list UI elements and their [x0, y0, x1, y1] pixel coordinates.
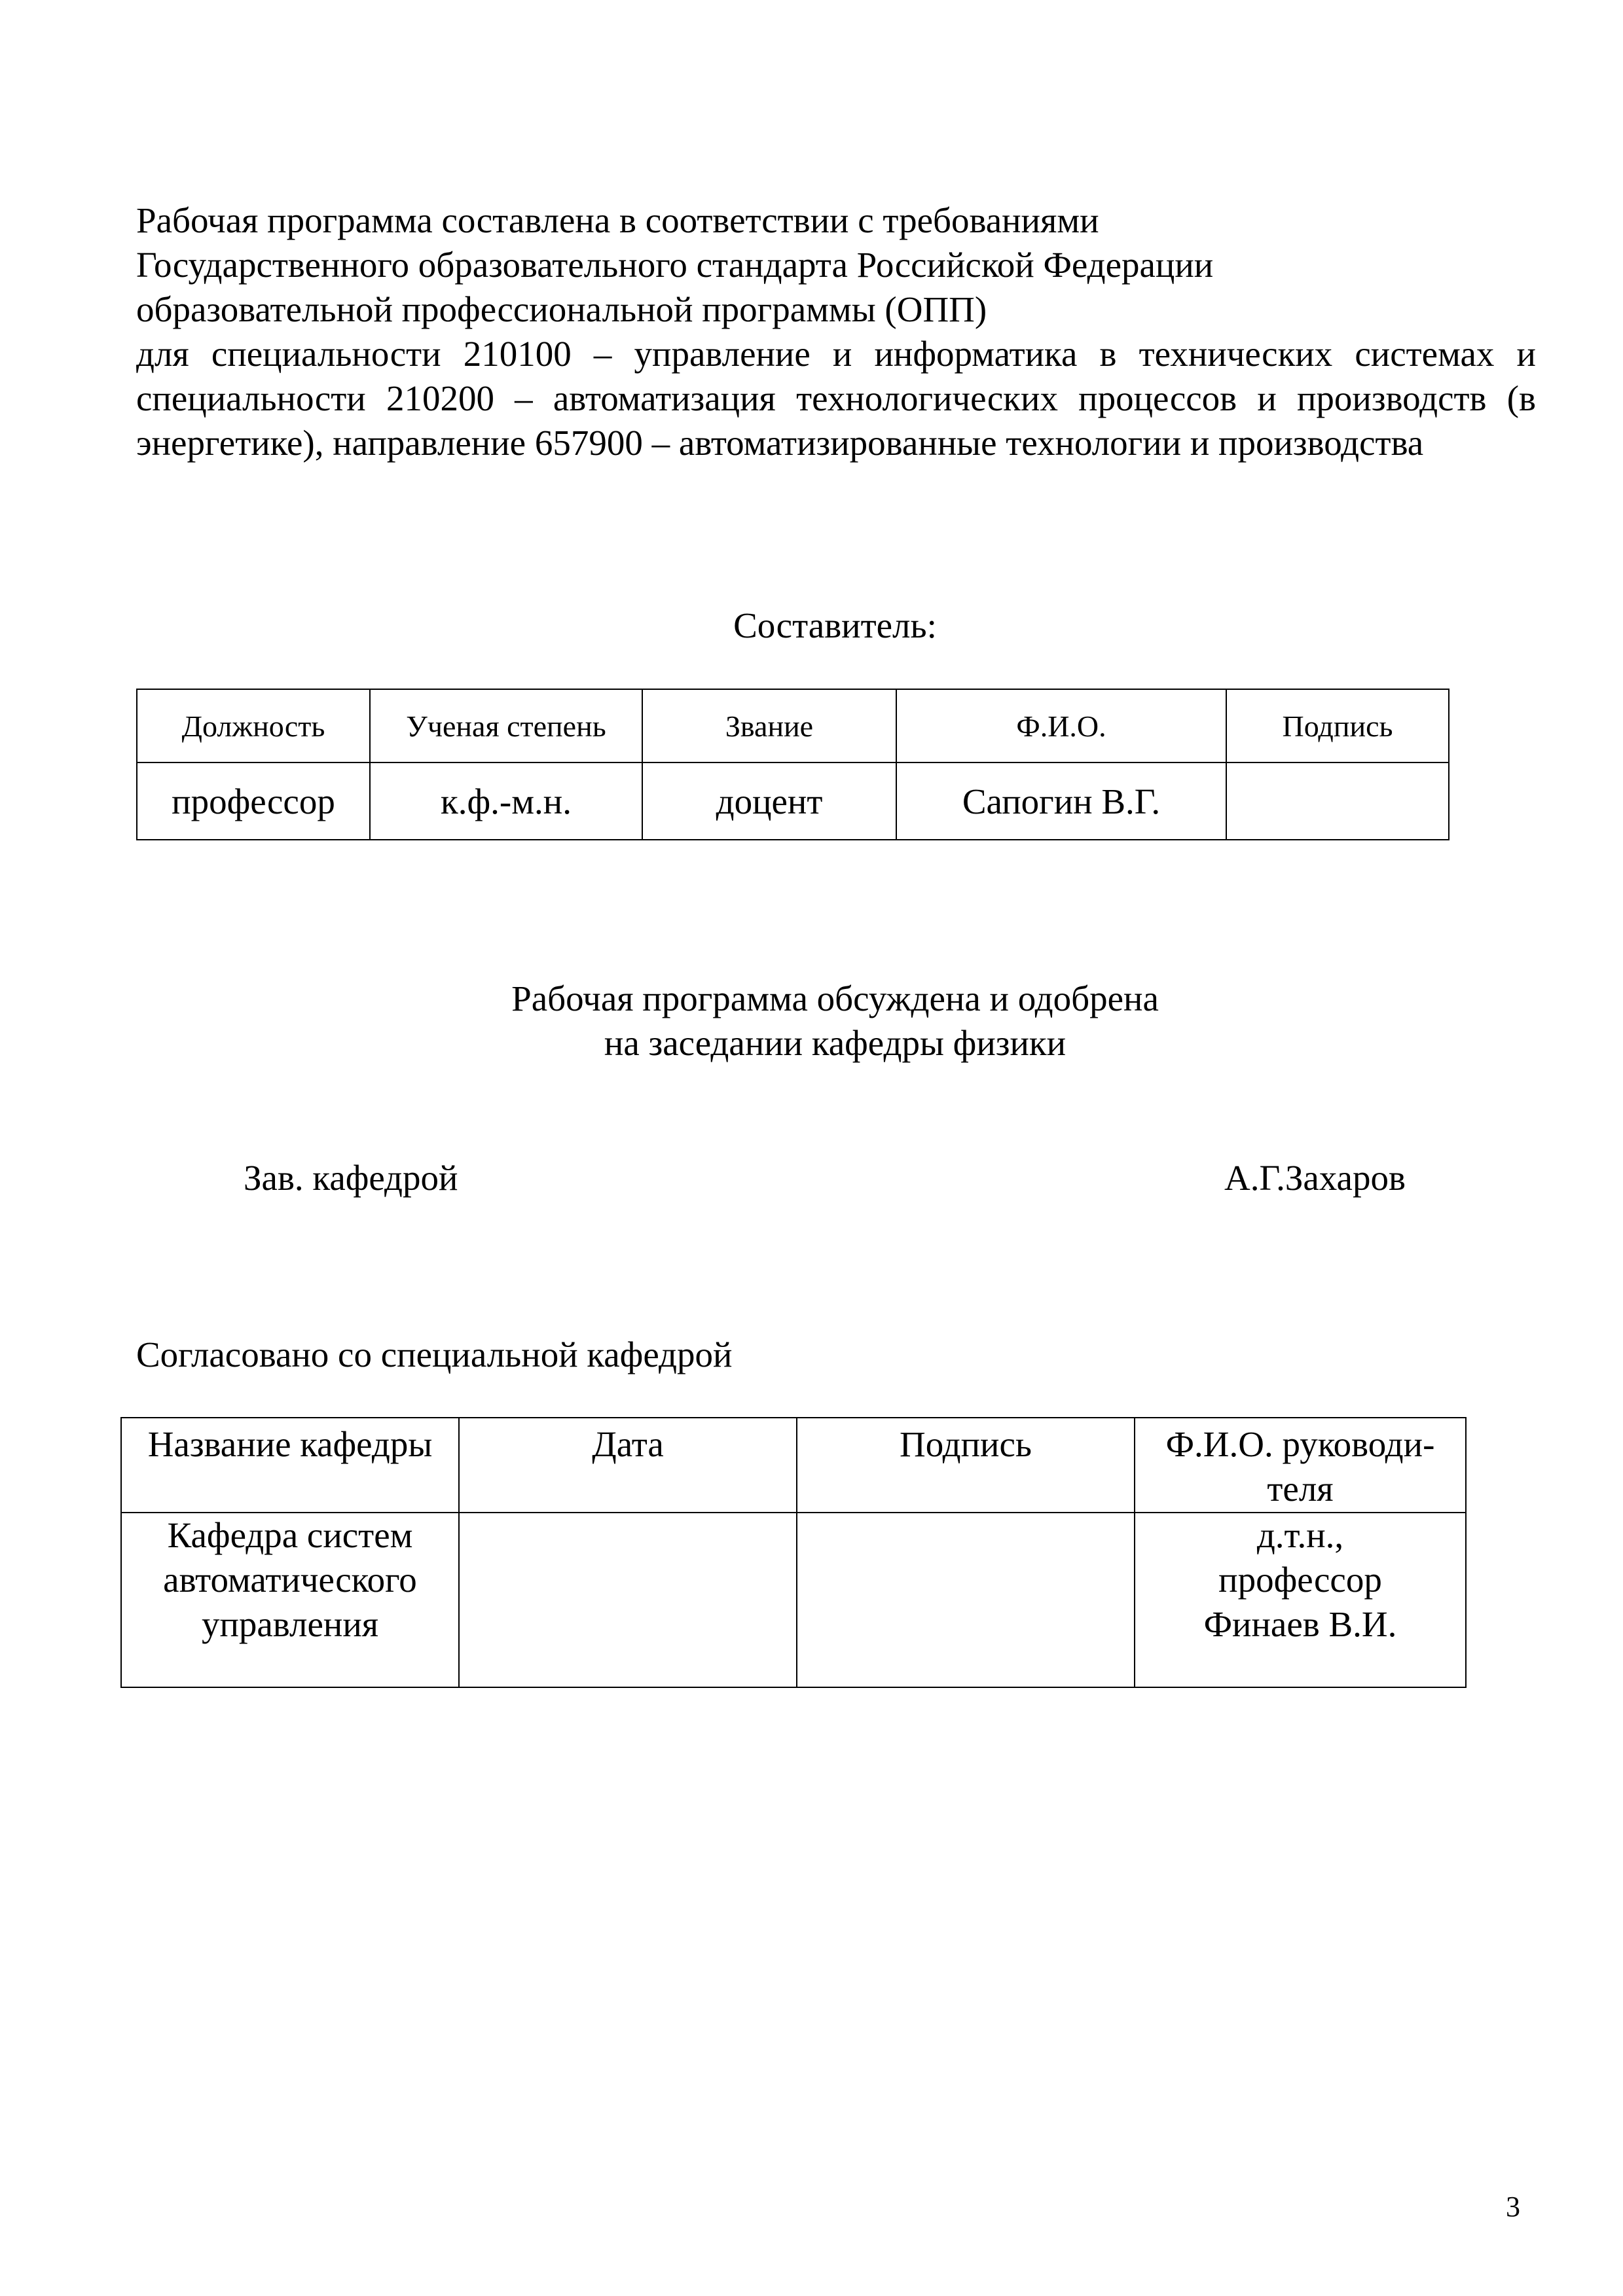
cell-signature	[797, 1513, 1135, 1687]
table-header-row	[137, 689, 1449, 762]
approval-line: Рабочая программа обсуждена и одобрена	[511, 978, 1159, 1018]
agreed-table	[120, 1417, 1467, 1688]
header-head-name: Ф.И.О. руководи- теля	[1135, 1418, 1466, 1513]
compiler-table	[136, 689, 1450, 840]
intro-line: Рабочая программа составлена в соответствии с требованиями	[136, 200, 1099, 240]
intro-line: энергетике), направление 657900 – автоматизированные технологии и производства	[136, 423, 1424, 463]
head-of-dept-name: А.Г.Захаров	[1224, 1158, 1406, 1198]
table-row	[137, 762, 1449, 840]
header-rank: Звание	[642, 689, 896, 762]
compiler-title: Составитель:	[733, 605, 937, 645]
header-position: Должность	[137, 689, 370, 762]
header-date: Дата	[459, 1418, 797, 1513]
cell-position: профессор	[137, 762, 370, 840]
table-row	[121, 1513, 1466, 1687]
header-degree: Ученая степень	[370, 689, 642, 762]
cell-signature	[1226, 762, 1449, 840]
intro-line: специальности 210200 – автоматизация технологических процессов и производств (в	[136, 378, 1536, 418]
header-signature: Подпись	[1226, 689, 1449, 762]
page-number: 3	[1506, 2191, 1520, 2223]
head-of-dept-label: Зав. кафедрой	[244, 1158, 458, 1198]
intro-paragraph	[136, 198, 1536, 465]
header-dept-name: Название кафедры	[121, 1418, 459, 1513]
header-signature: Подпись	[797, 1418, 1135, 1513]
table-header-row	[121, 1418, 1466, 1513]
cell-date	[459, 1513, 797, 1687]
approval-line: на заседании кафедры физики	[604, 1023, 1067, 1063]
intro-line: образовательной профессиональной программы (ОПП)	[136, 289, 987, 329]
intro-line: для специальности 210100 – управление и информатика в технических системах и	[136, 334, 1536, 374]
agreed-title: Согласовано со специальной кафедрой	[136, 1335, 733, 1374]
cell-rank: доцент	[642, 762, 896, 840]
cell-name: Сапогин В.Г.	[896, 762, 1226, 840]
header-name: Ф.И.О.	[896, 689, 1226, 762]
cell-head-name: д.т.н., профессор Финаев В.И.	[1135, 1513, 1466, 1687]
cell-dept-name: Кафедра систем автоматического управления	[121, 1513, 459, 1687]
cell-degree: к.ф.-м.н.	[370, 762, 642, 840]
intro-line: Государственного образовательного стандарта Российской Федерации	[136, 245, 1214, 285]
